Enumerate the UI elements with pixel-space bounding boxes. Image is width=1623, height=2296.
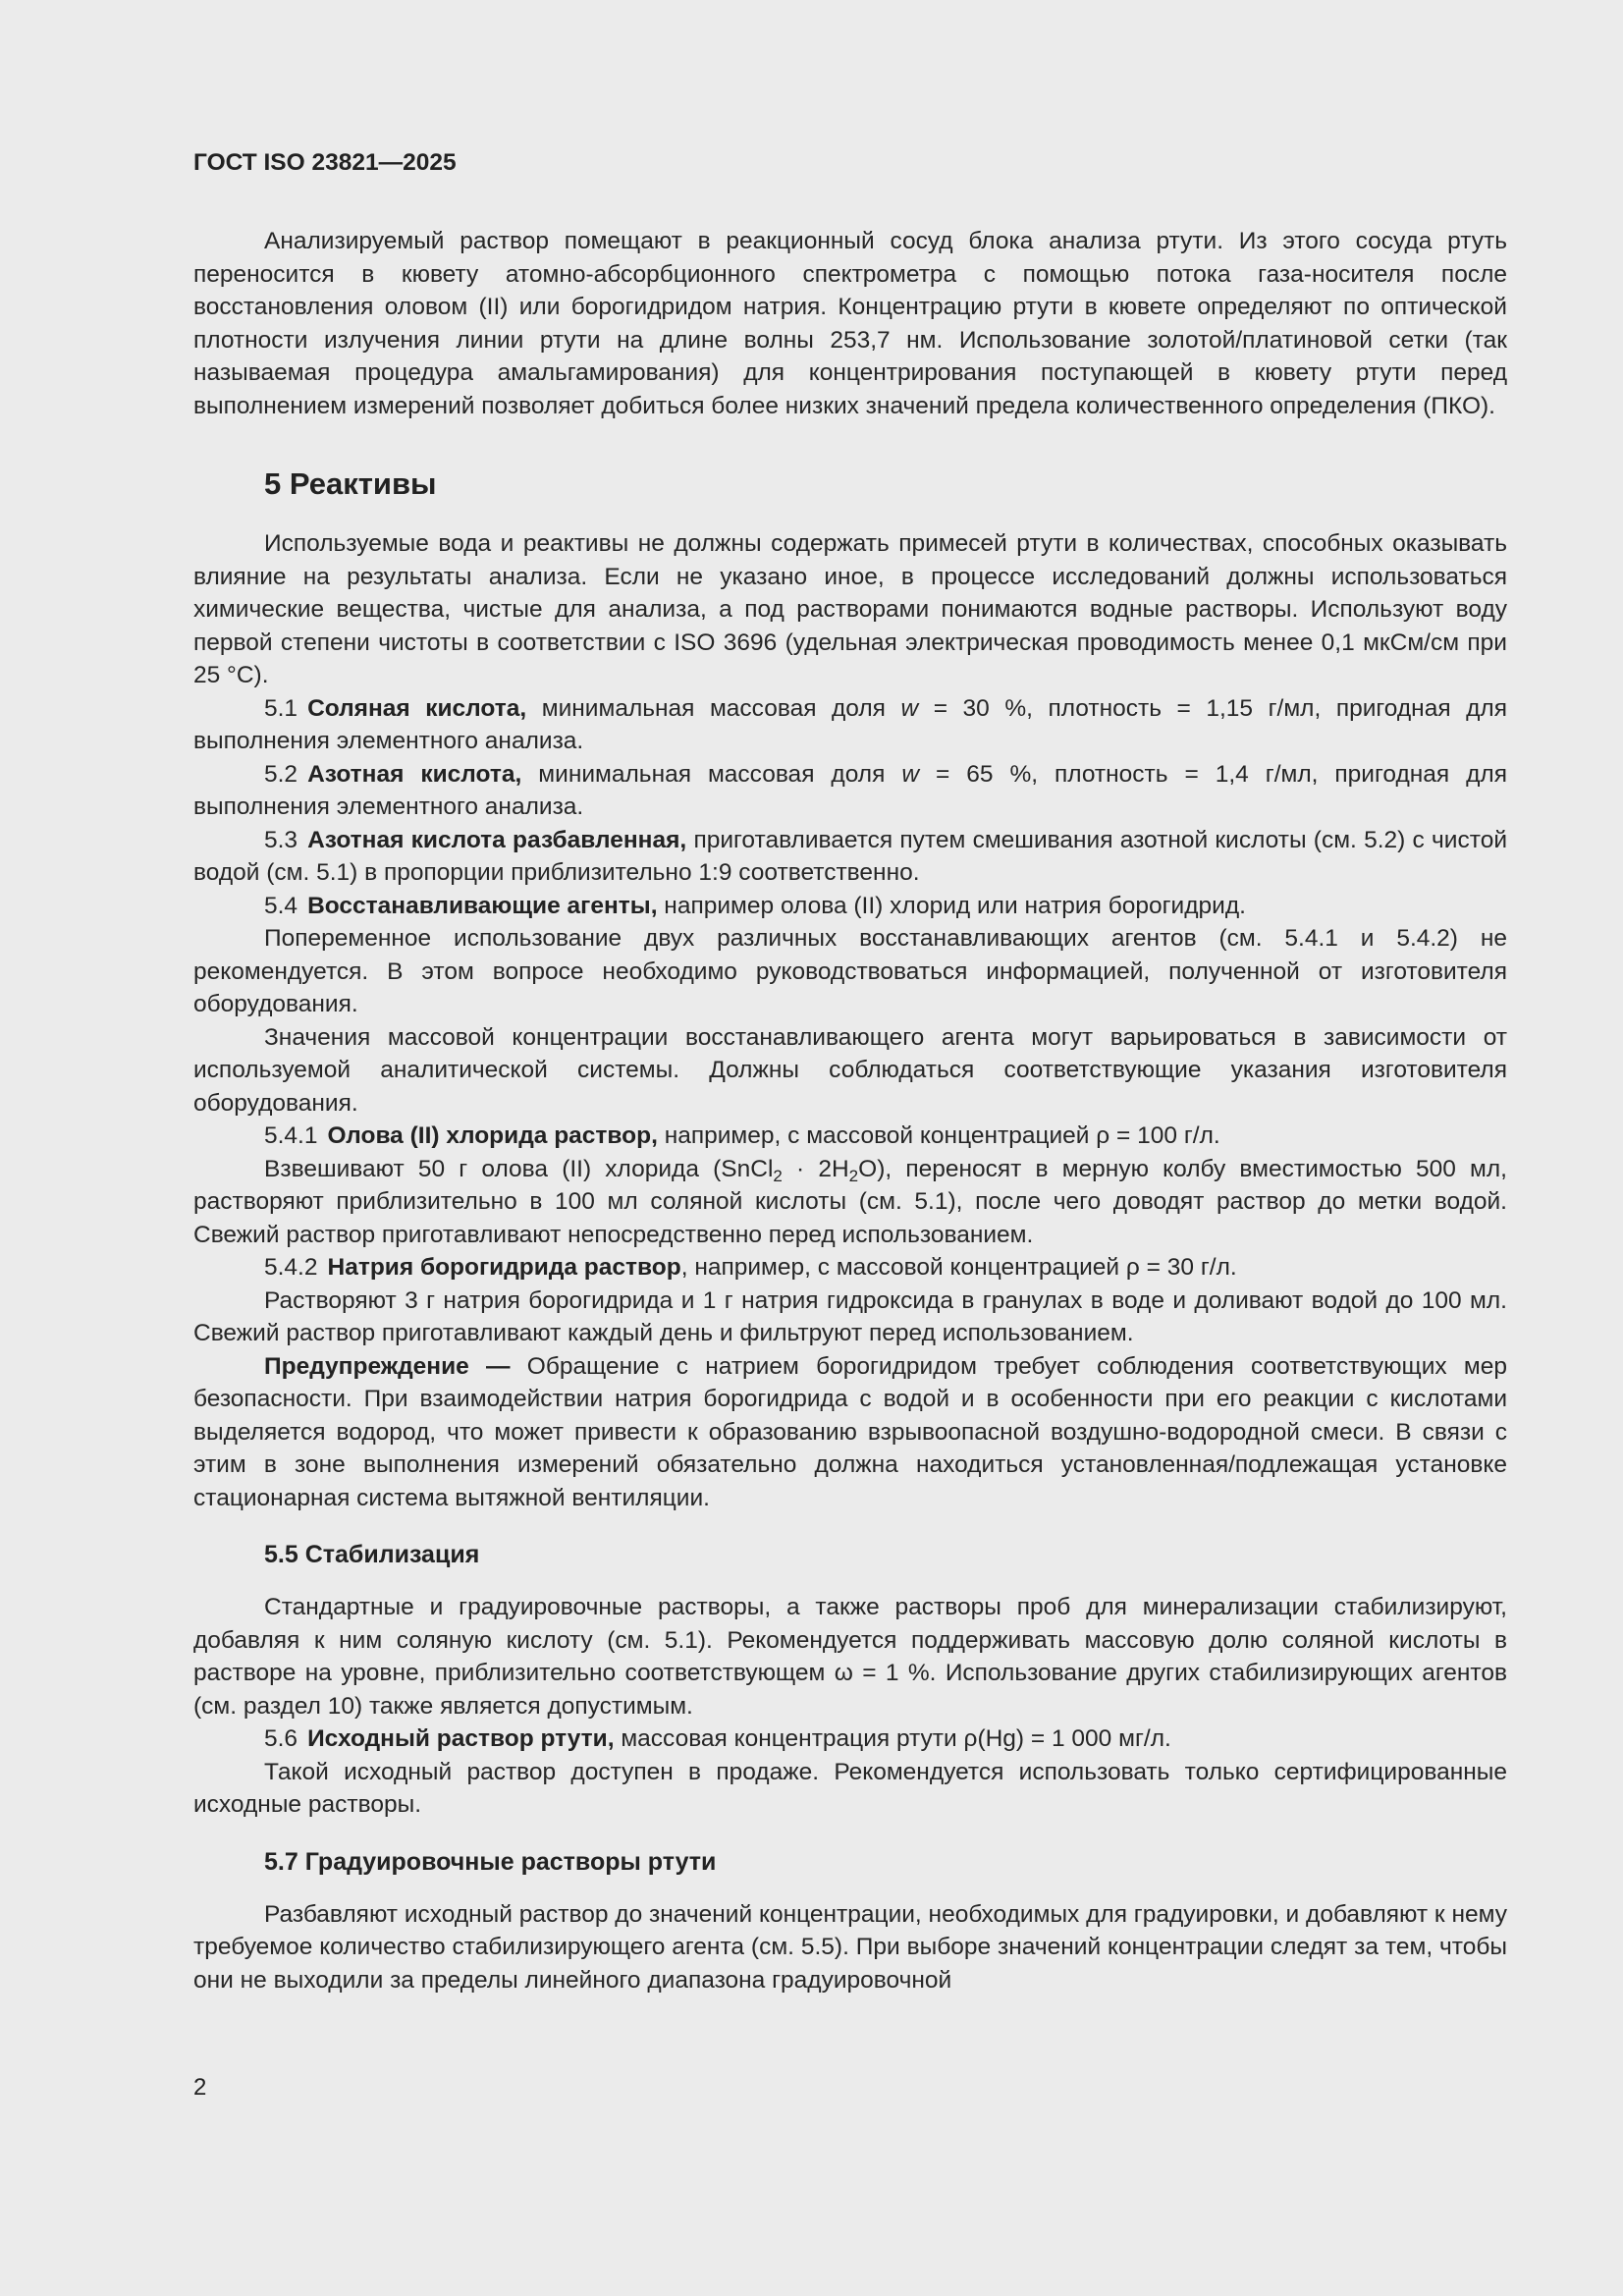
clause-5-1: 5.1 Соляная кислота, минимальная массовая доля w = 30 %, плотность = 1,15 г/мл, пригодная для выполнения элементного анализа. xyxy=(193,694,1507,754)
clause-5-6-paragraph-2: Такой исходный раствор доступен в продаже. Рекомендуется использовать только сертифицированные исходные растворы. xyxy=(193,1758,1507,1818)
clause-number: 5.4.2 xyxy=(264,1254,318,1281)
clause-term: Исходный раствор ртути, xyxy=(307,1725,615,1752)
clause-term: Азотная кислота разбавленная, xyxy=(307,826,687,853)
clause-number: 5.6 xyxy=(264,1725,298,1752)
section-5-heading: 5 Реактивы xyxy=(264,466,437,501)
clause-term: Восстанавливающие агенты, xyxy=(307,892,658,919)
clause-term: Олова (II) хлорида раствор, xyxy=(327,1122,658,1149)
clause-5-5-paragraph: Стандартные и градуировочные растворы, а также растворы проб для минерализации стабилизируют, добавляя к ним соляную кислоту (см. 5.1). Рекомендуется поддерживать массовую долю соляной кислоты в растворе на уровне, приблизительно соответствующем ω = 1 %. Использование других стабилизирующих агентов (см. раздел 10) также является допустимым. xyxy=(193,1594,1507,1720)
clause-number: 5.2 xyxy=(264,760,298,788)
section-5-paragraph: Используемые вода и реактивы не должны содержать примесей ртути в количествах, способных оказывать влияние на результаты анализа. Если не указано иное, в процессе исследований должны использоваться химические вещества, чистые для анализа, а под растворами понимаются водные растворы. Используют воду первой степени чистоты в соответствии с ISO 3696 (удельная электрическая проводимость менее 0,1 мкСм/см при 25 °С). xyxy=(193,530,1507,688)
clause-5-4-paragraph-3: Значения массовой концентрации восстанавливающего агента могут варьироваться в зависимости от используемой аналитической системы. Должны соблюдаться соответствующие указания изготовителя оборудования. xyxy=(193,1023,1507,1117)
document-header: ГОСТ ISO 23821—2025 xyxy=(193,149,457,176)
clause-5-6: 5.6 Исходный раствор ртути, массовая концентрация ртути ρ(Hg) = 1 000 мг/л. xyxy=(264,1725,1171,1752)
clause-5-2: 5.2 Азотная кислота, минимальная массовая доля w = 65 %, плотность = 1,4 г/мл, пригодная для выполнения элементного анализа. xyxy=(193,760,1507,820)
clause-5-3: 5.3 Азотная кислота разбавленная, приготавливается путем смешивания азотной кислоты (см. 5.2) с чистой водой (см. 5.1) в пропорции приблизительно 1:9 соответственно. xyxy=(193,826,1508,886)
page-content xyxy=(193,225,1507,1996)
clause-term: Натрия борогидрида раствор xyxy=(327,1254,681,1281)
clause-number: 5.4 xyxy=(264,892,298,919)
clause-5-7-paragraph: Разбавляют исходный раствор до значений концентрации, необходимых для градуировки, и добавляют к нему требуемое количество стабилизирующего агента (см. 5.5). При выборе значений концентрации следят за тем, чтобы они не выходили за пределы линейного диапазона градуировочной xyxy=(193,1900,1507,1994)
clause-5-4-1: 5.4.1 Олова (II) хлорида раствор, например, с массовой концентрацией ρ = 100 г/л. xyxy=(264,1122,1220,1149)
section-5-5-heading: 5.5 Стабилизация xyxy=(264,1541,480,1568)
clause-5-4-1-paragraph-2: Взвешивают 50 г олова (II) хлорида (SnCl$_2$ · $2H_2O$), переносят в мерную колбу вместимостью 500 мл, растворяют приблизительно в 100 мл соляной кислоты (см. 5.1), после чего доводят раствор до метки водой. Свежий раствор приготавливают непосредственно перед использованием. xyxy=(193,1155,1507,1248)
page-number: 2 xyxy=(193,2074,207,2101)
clause-5-4-2-paragraph-2: Растворяют 3 г натрия борогидрида и 1 г натрия гидроксида в гранулах в воде и доливают водой до 100 мл. Свежий раствор приготавливают каждый день и фильтруют перед использованием. xyxy=(193,1286,1507,1346)
clause-number: 5.4.1 xyxy=(264,1122,318,1149)
clause-term: Соляная кислота, xyxy=(307,694,527,722)
warning-label: Предупреждение — xyxy=(264,1352,511,1380)
clause-5-4-paragraph-2: Попеременное использование двух различных восстанавливающих агентов (см. 5.4.1 и 5.4.2) не рекомендуется. В этом вопросе необходимо руководствоваться информацией, полученной от изготовителя оборудования. xyxy=(193,925,1507,1017)
clause-term: Азотная кислота, xyxy=(307,760,522,788)
warning-paragraph: Предупреждение — Обращение с натрием борогидридом требует соблюдения соответствующих мер безопасности. При взаимодействии натрия борогидрида с водой и в особенности при его реакции с кислотами выделяется водород, что может привести к образованию взрывоопасной воздушно-водородной смеси. В связи с этим в зоне выполнения измерений обязательно должна находиться установленная/подлежащая установке стационарная система вытяжной вентиляции. xyxy=(193,1352,1507,1511)
intro-paragraph: Анализируемый раствор помещают в реакционный сосуд блока анализа ртути. Из этого сосуда ртуть переносится в кювету атомно-абсорбционного спектрометра с помощью потока газа-носителя после восстановления оловом (II) или борогидридом натрия. Концентрацию ртути в кювете определяют по оптической плотности излучения линии ртути на длине волны 253,7 нм. Использование золотой/платиновой сетки (так называемая процедура амальгамирования) для концентрирования поступающей в кювету ртути перед выполнением измерений позволяет добиться более низких значений предела количественного определения (ПКО). xyxy=(193,228,1507,419)
clause-5-4-2: 5.4.2 Натрия борогидрида раствор, например, с массовой концентрацией ρ = 30 г/л. xyxy=(264,1254,1237,1281)
clause-number: 5.3 xyxy=(264,826,298,853)
section-5-7-heading: 5.7 Градуировочные растворы ртути xyxy=(264,1847,717,1876)
clause-5-4: 5.4 Восстанавливающие агенты, например олова (II) хлорид или натрия борогидрид. xyxy=(264,892,1246,919)
clause-number: 5.1 xyxy=(264,694,298,722)
